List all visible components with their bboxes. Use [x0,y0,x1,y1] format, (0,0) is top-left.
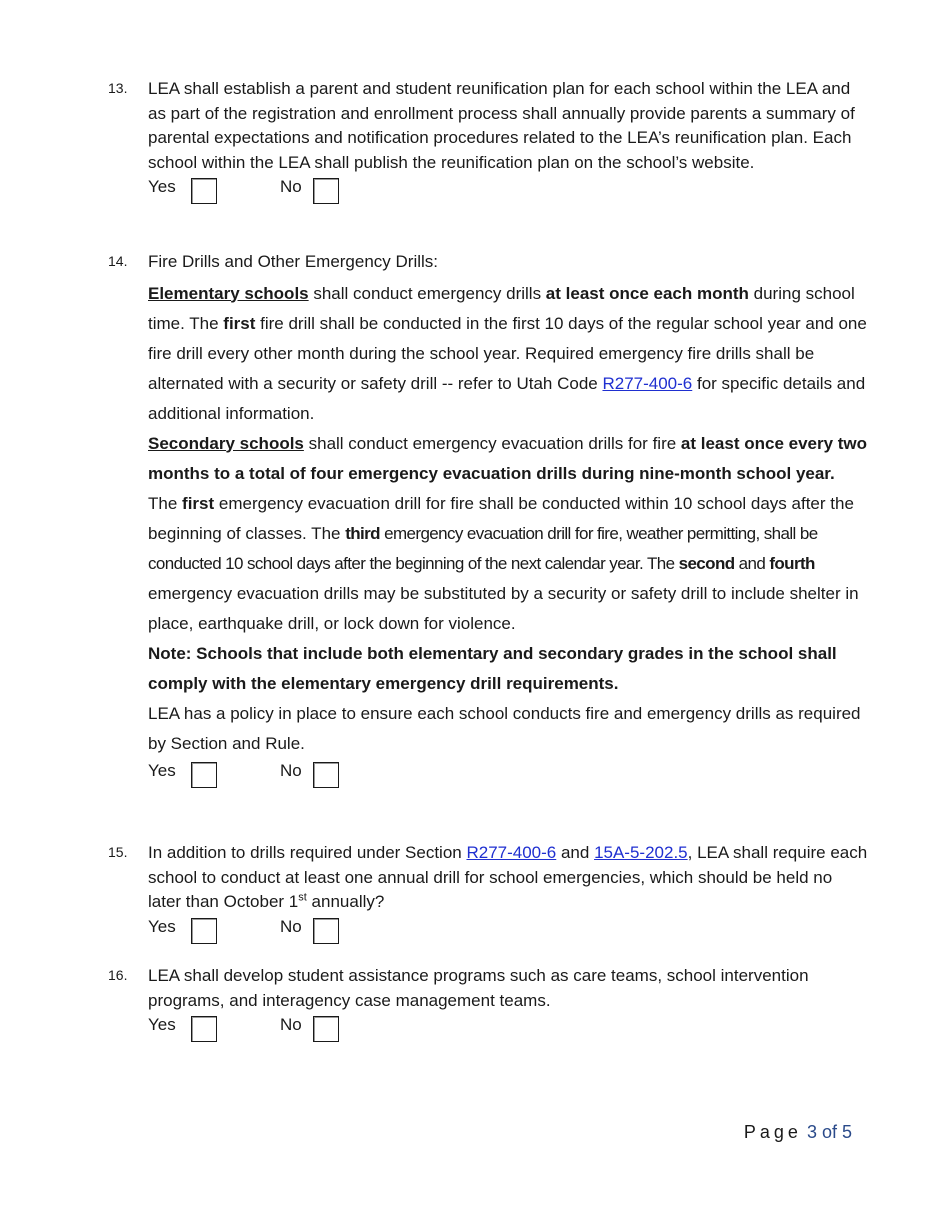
yes-no-row [148,1015,868,1045]
item-number: 15. [108,844,128,860]
elementary-label: Elementary schools [148,283,309,303]
page-footer [744,1122,852,1143]
yes-checkbox[interactable] [191,1016,217,1042]
policy-text: LEA has a policy in place to ensure each school conducts fire and emergency drills as required by Section and Rule. [148,703,861,753]
no-label: No [280,760,302,780]
yes-label: Yes [148,916,176,936]
no-checkbox[interactable] [313,178,339,204]
page-word: Page [743,1122,802,1142]
yes-no-row [148,177,868,207]
item-text: LEA shall develop student assistance programs such as care teams, school intervention programs, and interagency case management teams. [148,966,809,1010]
no-label: No [280,1015,302,1034]
secondary-label: Secondary schools [148,433,304,453]
item-number: 14. [108,253,128,269]
yes-no-row [148,761,868,791]
15a-5-202-5-link[interactable]: 15A-5-202.5 [594,843,688,862]
yes-checkbox[interactable] [191,178,217,204]
item-body [148,964,868,1045]
item-body [148,841,868,947]
item-text: In addition to drills required under Section R277-400-6 and 15A-5-202.5, LEA shall require each school to conduct at least one annual drill for school emergencies, which should be held no later than October 1st annually? [148,843,868,911]
yes-no-row [148,917,868,947]
yes-label: Yes [148,760,176,780]
item-body [148,250,868,791]
no-label: No [280,177,302,196]
yes-label: Yes [148,177,176,196]
item-number: 13. [108,80,128,96]
item-number: 16. [108,967,128,983]
secondary-paragraph: Secondary schools shall conduct emergency evacuation drills for fire at least once every two months to a total of four emergency evacuation drills during nine-month school year. The first emergency evacuation drill for fire shall be conducted within 10 school days after the beginning of classes. The third emergency evacuation drill for fire, weather permitting, shall be conducted 10 school days after the beginning of the next calendar year. The second and fourth emergency evacuation drills may be substituted by a security or safety drill to include shelter in place, earthquake drill, or lock down for violence. [148,433,868,633]
no-checkbox[interactable] [313,918,339,944]
yes-label: Yes [148,1015,176,1034]
yes-checkbox[interactable] [191,918,217,944]
elementary-paragraph: Elementary schools shall conduct emergency drills at least once each month during school time. The first fire drill shall be conducted in the first 10 days of the regular school year and one fire drill every other month during the school year. Required emergency fire drills shall be alternated with a security or safety drill -- refer to Utah Code R277-400-6 for specific details and additional information. [148,283,867,423]
r277-400-6-link[interactable]: R277-400-6 [602,373,693,393]
note: Note: Schools that include both elementary and secondary grades in the school shall comply with the elementary emergency drill requirements. [148,643,837,693]
page-number: 3 of 5 [806,1122,852,1142]
item-heading: Fire Drills and Other Emergency Drills: [148,252,439,271]
no-checkbox[interactable] [313,1016,339,1042]
r277-400-6-link[interactable]: R277-400-6 [466,843,557,862]
yes-checkbox[interactable] [191,762,217,788]
item-text: LEA shall establish a parent and student reunification plan for each school within the LEA and as part of the registration and enrollment process shall annually provide parents a summary of parental expectations and notification procedures related to the LEA’s reunification plan. Each school within the LEA shall publish the reunification plan on the school’s website. [148,79,855,172]
no-checkbox[interactable] [313,762,339,788]
no-label: No [280,916,302,936]
item-body [148,77,868,207]
